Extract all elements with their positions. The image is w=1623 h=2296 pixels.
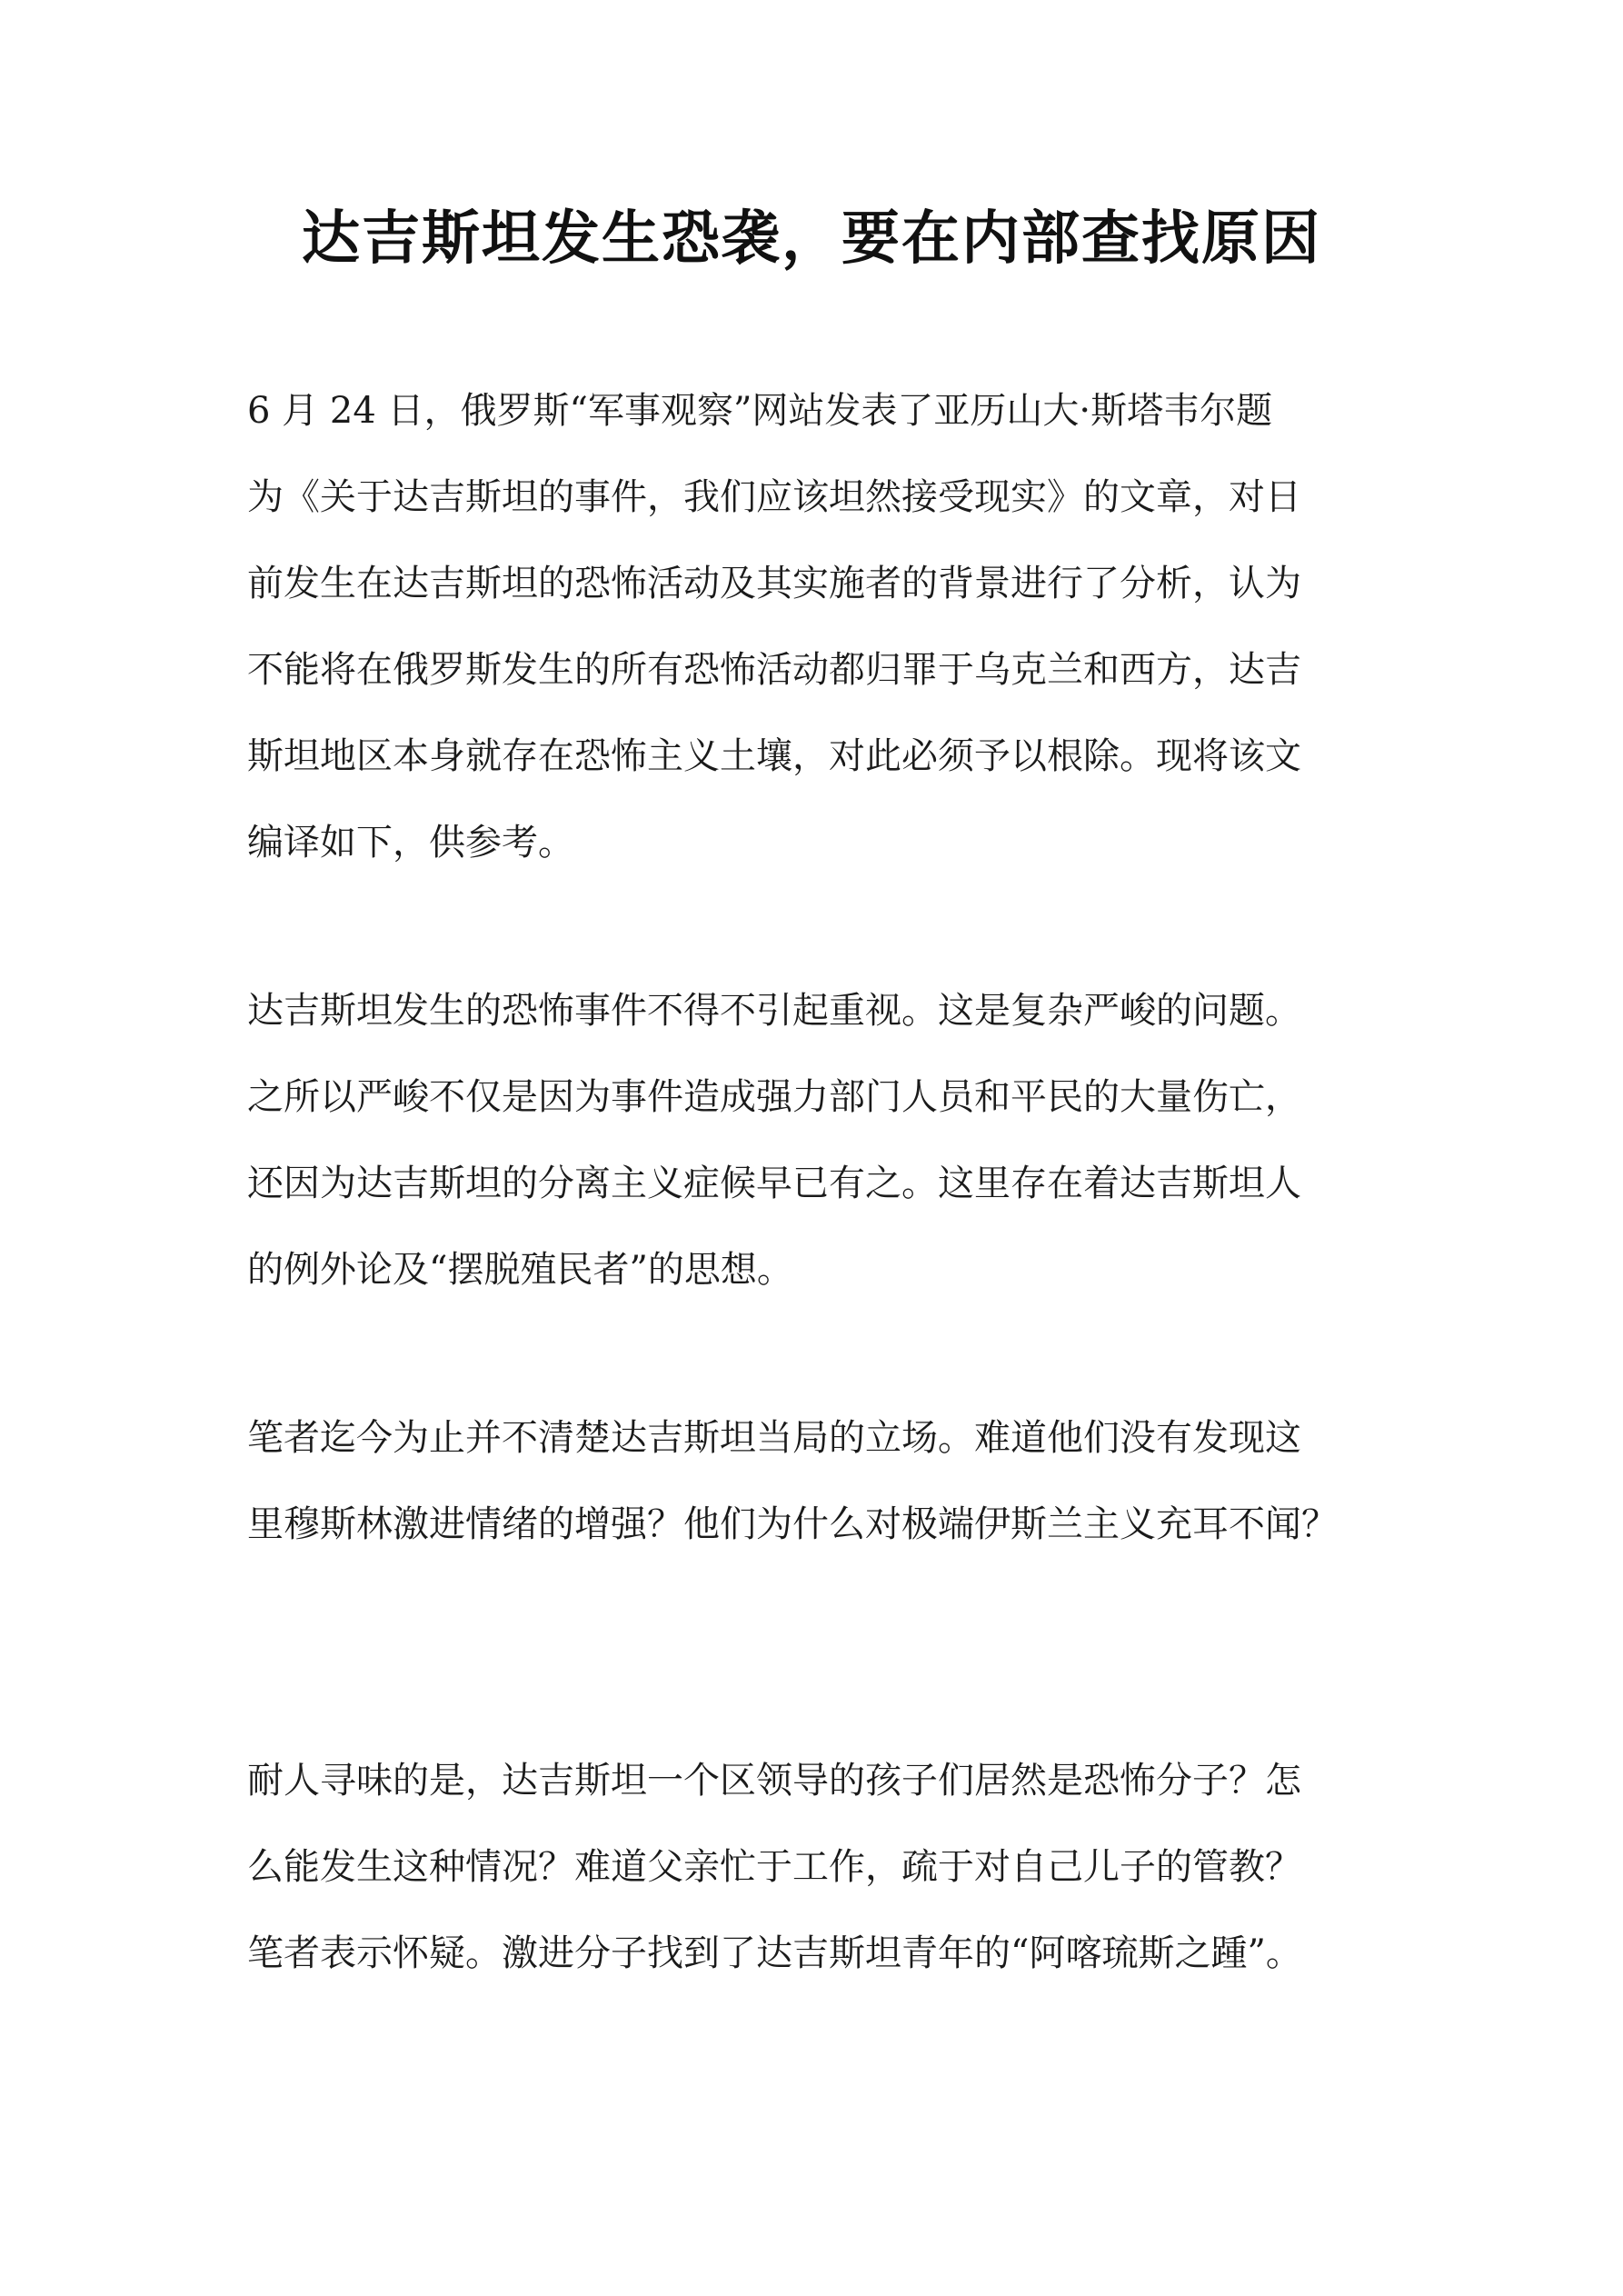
paragraph-line: 编译如下，供参考。 — [247, 822, 574, 863]
paragraph-line: 里穆斯林激进情绪的增强？他们为什么对极端伊斯兰主义充耳不闻？ — [247, 1503, 1338, 1545]
paragraph-line: 笔者表示怀疑。激进分子找到了达吉斯坦青年的“阿喀琉斯之踵”。 — [247, 1932, 1302, 1974]
paragraph-line: 前发生在达吉斯坦的恐怖活动及其实施者的背景进行了分析，认为 — [247, 563, 1301, 604]
paragraph-line: 斯坦地区本身就存在恐怖主义土壤，对此必须予以根除。现将该文 — [247, 735, 1301, 777]
paragraph-line: 笔者迄今为止并不清楚达吉斯坦当局的立场。难道他们没有发现这 — [247, 1417, 1301, 1459]
paragraph-line: 的例外论及“摆脱殖民者”的思想。 — [247, 1249, 793, 1291]
paragraph-line: 么能发生这种情况？难道父亲忙于工作，疏于对自己儿子的管教？ — [247, 1846, 1301, 1888]
paragraph-intro — [247, 368, 1429, 886]
paragraph-line: 耐人寻味的是，达吉斯坦一个区领导的孩子们居然是恐怖分子？怎 — [247, 1760, 1301, 1802]
paragraph-fourth — [247, 1738, 1429, 1997]
paragraph-second — [247, 968, 1429, 1313]
paragraph-line: 达吉斯坦发生的恐怖事件不得不引起重视。这是复杂严峻的问题。 — [247, 990, 1301, 1032]
paragraph-third — [247, 1395, 1429, 1568]
paragraph-line: 还因为达吉斯坦的分离主义症候早已有之。这里存在着达吉斯坦人 — [247, 1163, 1301, 1204]
paragraph-line: 之所以严峻不仅是因为事件造成强力部门人员和平民的大量伤亡， — [247, 1076, 1301, 1118]
paragraph-line: 不能将在俄罗斯发生的所有恐怖活动都归罪于乌克兰和西方，达吉 — [247, 649, 1301, 691]
document-title: 达吉斯坦发生恐袭，要在内部查找原因 — [302, 205, 1321, 273]
paragraph-line: 为《关于达吉斯坦的事件，我们应该坦然接受现实》的文章，对日 — [247, 476, 1301, 518]
paragraph-line: 6 月 24 日，俄罗斯“军事观察”网站发表了亚历山大·斯塔韦尔题 — [247, 390, 1273, 432]
